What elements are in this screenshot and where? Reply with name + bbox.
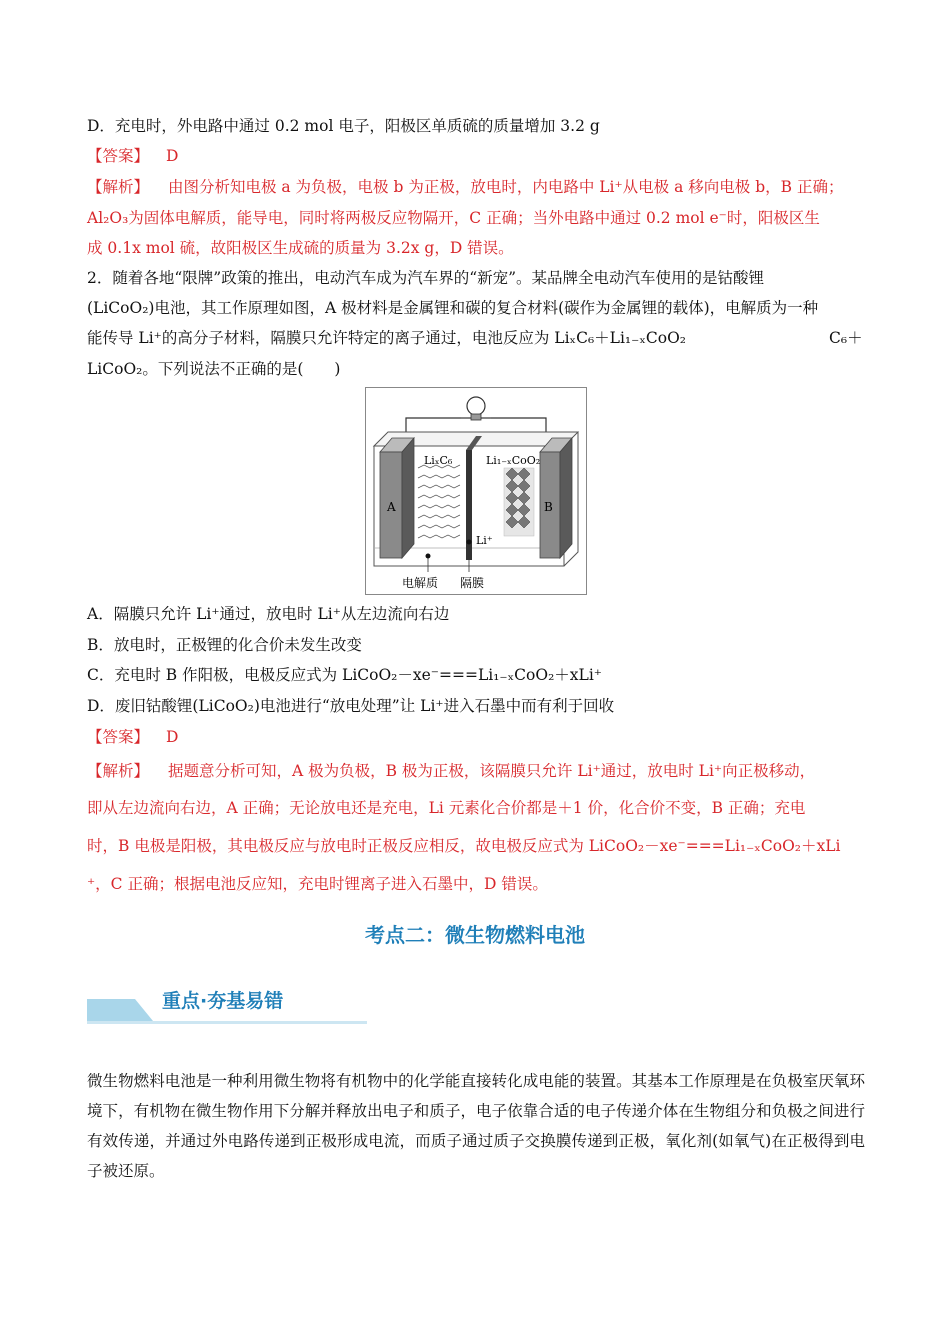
q1-option-d: D．充电时，外电路中通过 0.2 mol 电子，阳极区单质硫的质量增加 3.2 g <box>87 117 600 135</box>
q1-analysis-line-1 <box>87 177 864 197</box>
banner-title: 重点·夯基易错 <box>162 990 284 1012</box>
analysis-text: 据题意分析可知，A 极为负极，B 极为正极，该隔膜只允许 Li⁺通过，放电时 Li⁺向正极移动， <box>167 762 816 780</box>
q2-stem-line-4: LiCoO₂。下列说法不正确的是( ) <box>87 360 341 378</box>
answer-value: D <box>165 147 179 165</box>
section-title: 考点二：微生物燃料电池 <box>365 923 585 947</box>
analysis-tag: 【解析】 <box>87 762 150 780</box>
q2-option-a: A．隔膜只允许 Li⁺通过，放电时 Li⁺从左边流向右边 <box>87 605 450 623</box>
electrolyte-label: 电解质 <box>402 576 439 590</box>
answer-value: D <box>165 728 179 746</box>
li-ion-label: Li⁺ <box>476 534 493 547</box>
q2-stem-line-2: (LiCoO₂)电池，其工作原理如图，A 极材料是金属锂和碳的复合材料(碳作为金属锂的载体)，电解质为一种 <box>87 299 819 317</box>
membrane-label: 隔膜 <box>460 576 485 590</box>
q1-analysis-line-3: 成 0.1x mol 硫，故阳极区生成硫的质量为 3.2x g，D 错误。 <box>87 239 514 257</box>
analysis-tag: 【解析】 <box>87 178 150 196</box>
licoo2-label: Li₁₋ₓCoO₂ <box>486 454 541 467</box>
q1-analysis-line-2: Al₂O₃为固体电解质，能导电，同时将两极反应物隔开，C 正确；当外电路中通过 0.2 mol e⁻时，阳极区生 <box>87 209 820 227</box>
electrode-a-label: A <box>387 500 396 514</box>
bulb-icon <box>467 397 485 415</box>
q2-option-b: B．放电时，正极锂的化合价未发生改变 <box>87 636 362 654</box>
answer-tag: 【答案】 <box>87 147 150 165</box>
answer-tag: 【答案】 <box>87 728 150 746</box>
electrode-b-label: B <box>544 500 553 514</box>
q2-answer-line <box>87 727 864 747</box>
q2-analysis-line-3: 时，B 电极是阳极，其电极反应与放电时正极反应相反，故电极反应式为 LiCoO₂－xe⁻===Li₁₋ₓCoO₂＋xLi <box>87 837 841 855</box>
battery-diagram <box>365 387 587 595</box>
q1-answer-line <box>87 146 864 166</box>
q2-option-c: C．充电时 B 作阳极，电极反应式为 LiCoO₂－xe⁻===Li₁₋ₓCoO₂＋xLi⁺ <box>87 666 602 684</box>
q2-analysis-line-4: ⁺，C 正确；根据电池反应知，充电时锂离子进入石墨中，D 错误。 <box>87 875 548 893</box>
q2-stem-line-1: 2．随着各地“限牌”政策的推出，电动汽车成为汽车界的“新宠”。某品牌全电动汽车使用的是钴酸锂 <box>87 269 765 287</box>
q2-option-d: D．废旧钴酸锂(LiCoO₂)电池进行“放电处理”让 Li⁺进入石墨中而有利于回收 <box>87 697 615 715</box>
q2-analysis-line-2: 即从左边流向右边，A 正确；无论放电还是充电，Li 元素化合价都是＋1 价，化合价不变，B 正确；充电 <box>87 799 806 817</box>
analysis-text: 由图分析知电极 a 为负极，电极 b 为正极，放电时，内电路中 Li⁺从电极 a 移向电极 b，B 正确； <box>167 178 844 196</box>
q2-stem-line-3 <box>87 328 864 348</box>
q2-stem-product: C₆＋ <box>829 329 863 347</box>
q2-stem-reaction: 能传导 Li⁺的高分子材料，隔膜只允许特定的离子通过，电池反应为 LiₓC₆＋Li₁₋ₓCoO₂ <box>87 329 687 347</box>
q2-analysis-line-1 <box>87 761 864 781</box>
intro-paragraph: 微生物燃料电池是一种利用微生物将有机物中的化学能直接转化成电能的装置。其基本工作原理是在负极室厌氧环境下，有机物在微生物作用下分解并释放出电子和质子，电子依靠合适的电子传递介体在生物组分和负极之间进行有效传递，并通过外电路传递到正极形成电流，而质子通过质子交换膜传递到正极，氧化剂(如氧气)在正极得到电子被还原。 <box>87 1072 865 1180</box>
lixc6-label: LiₓC₆ <box>424 454 453 467</box>
battery-diagram-svg <box>366 388 586 594</box>
